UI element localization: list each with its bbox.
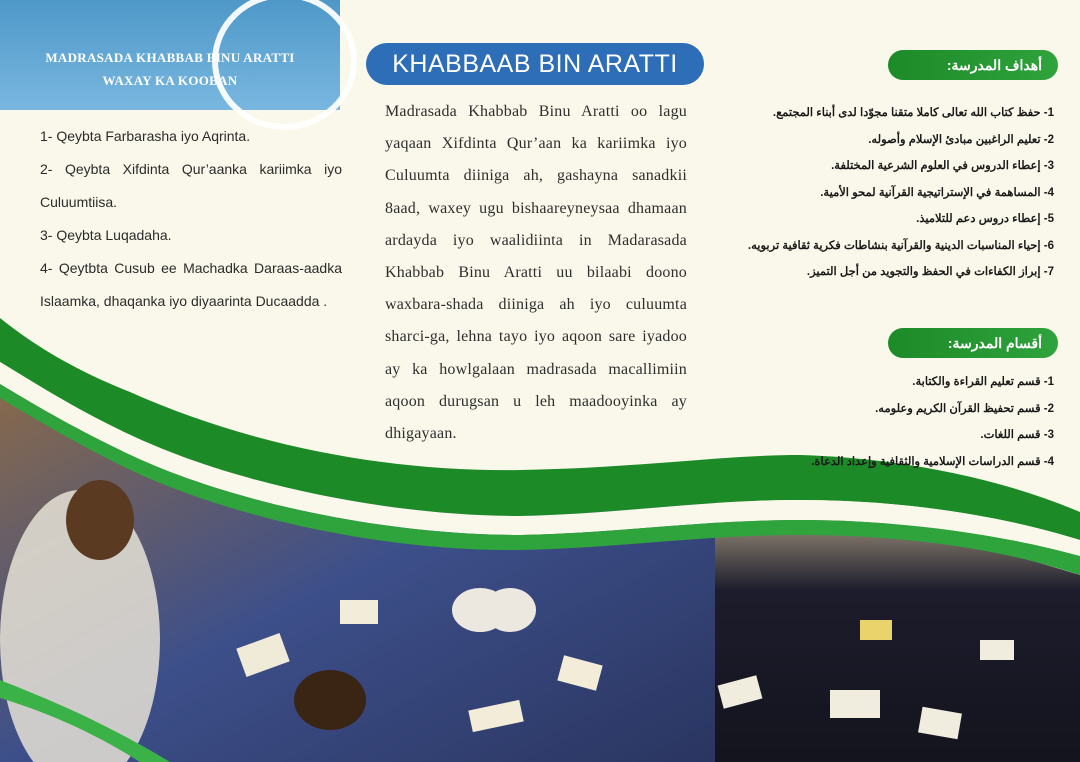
goals-list: [714, 100, 1054, 286]
list-item: 1- Qeybta Farbarasha iyo Aqrinta.: [40, 128, 251, 144]
section-item: 2- قسم تحفيظ القرآن الكريم وعلومه.: [875, 402, 1054, 415]
list-item: 3- Qeybta Luqadaha.: [40, 227, 172, 243]
goal-item: 1- حفظ كتاب الله تعالى كاملا متقنا مجوّدا لدى أبناء المجتمع.: [772, 107, 1054, 119]
left-header-line1: MADRASADA KHABBAB BINU ARATTI: [45, 50, 295, 65]
sections-list: [714, 369, 1054, 475]
section-item: 3- قسم اللغات.: [980, 429, 1054, 441]
list-item: 2- Qeybta Xifdinta Qur’aanka kariimka iyo Culuumtiisa.: [40, 161, 342, 210]
list-item: 4- Qeytbta Cusub ee Machadka Daraas-aadka Islaamka, dhaqanka iyo diyaarinta Ducaadda .: [40, 260, 342, 309]
goals-heading: أهداف المدرسة:: [888, 50, 1058, 80]
intro-paragraph: Madrasada Khabbab Binu Aratti oo lagu yaqaan Xifdinta Qur’aan ka kariimka iyo Culuumta diiniga ah, gashayna sanadkii 8aad, waxey ugu bishaareyneysaa dhamaan ardayda iyo waalidiinta in Madarasada Khabbab Binu Aratti uu bilaabi doono waxbara-shada diiniga ah iyo culuumta sharci-ga, lehna tayo iyo aqoon sare iyadoo ay ka howlgalaan madrasada macallimiin aqoon durugsan u leh maadooyinka ay dhigayaan.: [385, 103, 687, 443]
goal-item: 2- تعليم الراغبين مبادئ الإسلام وأصوله.: [868, 133, 1054, 146]
section-item: 1- قسم تعليم القراءة والكتابة.: [912, 376, 1054, 388]
goal-item: 3- إعطاء الدروس في العلوم الشرعية المختلفة.: [831, 160, 1054, 172]
main-title-pill: KHABBAAB BIN ARATTI: [366, 43, 704, 85]
goal-item: 7- إبراز الكفاءات في الحفظ والتجويد من أجل التميز.: [806, 266, 1054, 278]
left-header-line2: WAXAY KA KOOBAN: [102, 73, 238, 88]
goal-item: 5- إعطاء دروس دعم للتلاميذ.: [916, 213, 1054, 225]
left-sections-list: [40, 120, 342, 318]
goal-item: 4- المساهمة في الإستراتيجية القرآنية لمحو الأمية.: [820, 186, 1054, 199]
sections-heading: أقسام المدرسة:: [888, 328, 1058, 358]
section-item: 4- قسم الدراسات الإسلامية والثقافية وإعداد الدعاة.: [811, 455, 1054, 468]
goal-item: 6- إحياء المناسبات الدينية والقرآنية بنشاطات فكرية ثقافية تربويه.: [747, 239, 1054, 252]
